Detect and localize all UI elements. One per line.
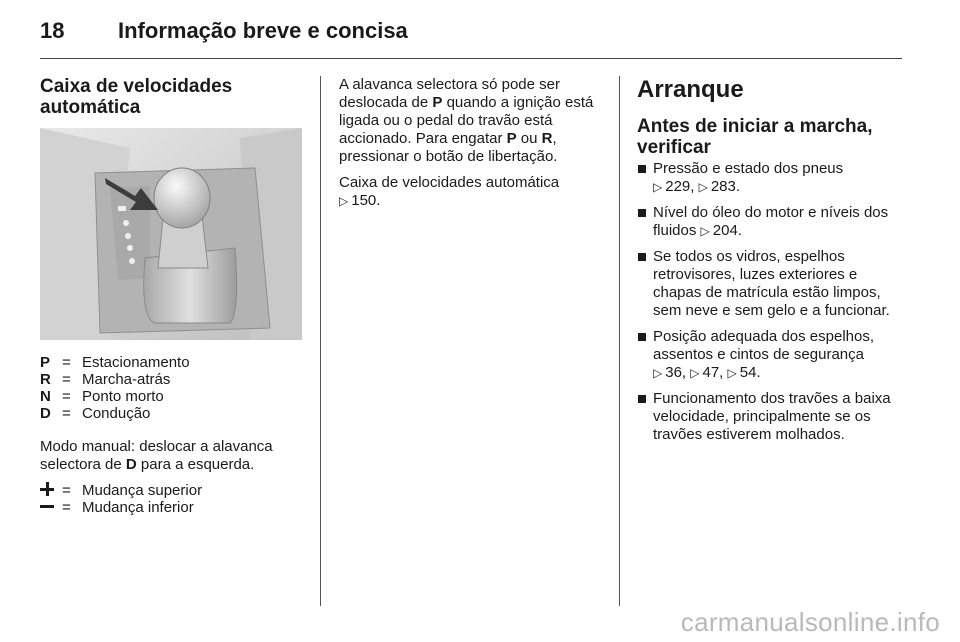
triangle-right-icon: ▷ [727, 366, 737, 380]
gearbox-reference: Caixa de velocidades automática ▷ 150. [339, 174, 560, 209]
triangle-right-icon: ▷ [339, 194, 349, 208]
column-selector-info [339, 76, 604, 218]
column-divider-left [320, 76, 321, 606]
triangle-right-icon: ▷ [698, 180, 708, 194]
manual-mode-text: Modo manual: deslocar a alavanca selectora de D para a esquerda. [40, 438, 273, 473]
triangle-right-icon: ▷ [690, 366, 700, 380]
check-list [637, 160, 903, 444]
list-item: Funcionamento dos travões a baixa velocidade, principalmente se os travões estiverem molhados. [637, 390, 903, 444]
page-ref-link[interactable]: 36, [665, 364, 687, 381]
list-item: Se todos os vidros, espelhos retrovisores, luzes exteriores e chapas de matrícula estão limpos, sem neve e sem gelo e a funcionar. [637, 248, 903, 320]
section-title-arranque: Arranque [637, 76, 744, 103]
triangle-right-icon: ▷ [653, 180, 663, 194]
legend-row-r: R = Marcha-atrás [40, 371, 171, 388]
legend-row-downshift: = Mudança inferior [40, 499, 302, 516]
list-item: Nível do óleo do motor e níveis dos fluidos ▷ 204. [637, 204, 903, 240]
gear-selector-photo [40, 128, 302, 340]
page-ref-link[interactable]: 229, [665, 178, 695, 195]
list-item: Pressão e estado dos pneus ▷ 229, ▷ 283. [637, 160, 903, 196]
column-automatic-gearbox [40, 76, 302, 516]
column-starting [637, 76, 903, 452]
page-header-title: Informação breve e concisa [118, 18, 408, 43]
page-ref-link[interactable]: 150. [351, 192, 381, 209]
section-title-automatic-gearbox: Caixa de velocidades automática [40, 76, 233, 118]
legend-row-upshift: = Mudança superior [40, 482, 302, 499]
legend-row-n: N = Ponto morto [40, 388, 164, 405]
watermark: carmanualsonline.info [680, 607, 940, 637]
triangle-right-icon: ▷ [700, 224, 710, 238]
gear-position-legend [40, 354, 302, 422]
legend-row-p: P = Estacionamento [40, 354, 190, 371]
selector-release-text: A alavanca selectora só pode ser deslocada de P quando a ignição está ligada ou o pedal do travão está accionado. Para engatar P ou R, pressionar o botão de libertação. [339, 76, 594, 165]
list-item: Posição adequada dos espelhos, assentos e cintos de segurança ▷ 36, ▷ 47, ▷ 54. [637, 328, 903, 382]
manual-mode-legend [40, 482, 302, 516]
page-ref-link[interactable]: 283. [710, 178, 741, 195]
subsection-title-checks: Antes de iniciar a marcha, verificar [637, 116, 873, 158]
column-divider-right [619, 76, 620, 606]
page-ref-link[interactable]: 54. [739, 364, 761, 381]
triangle-right-icon: ▷ [653, 366, 663, 380]
plus-symbol-icon [40, 482, 54, 496]
page-number: 18 [40, 18, 65, 43]
header-rule [40, 58, 902, 59]
minus-symbol-icon [40, 499, 54, 513]
page-ref-link[interactable]: 47, [702, 364, 724, 381]
page-ref-link[interactable]: 204. [712, 222, 742, 239]
legend-row-d: D = Condução [40, 405, 151, 422]
